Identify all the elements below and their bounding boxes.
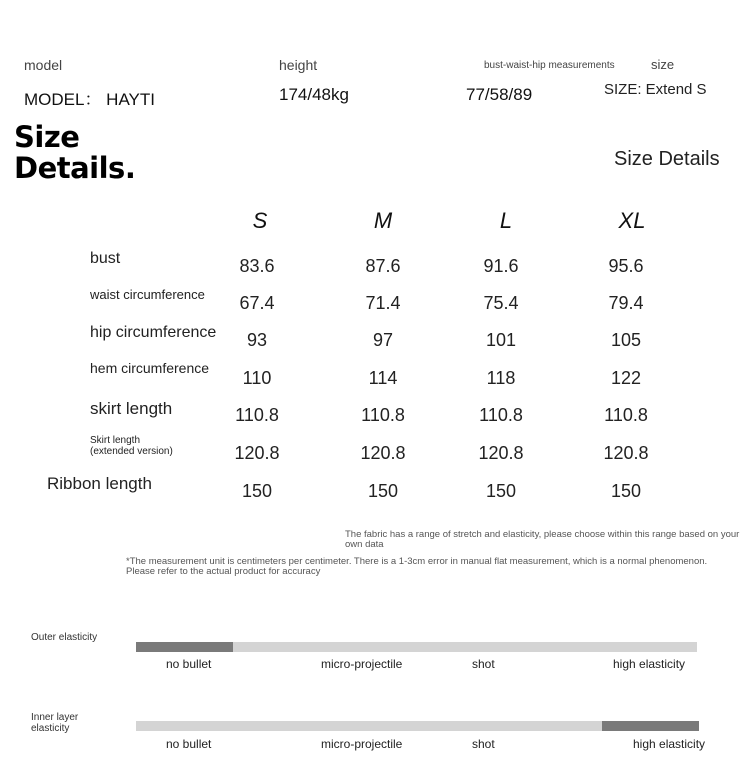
- measurement-note: *The measurement unit is centimeters per centimeter. There is a 1-3cm error in manual flat measurement, which is a normal phenomenon. Please refer to the actual product for accuracy: [126, 556, 708, 577]
- table-cell: 120.8: [478, 443, 524, 463]
- scale-tick-label: high elasticity: [633, 737, 706, 751]
- row-label-text: Skirt length: [90, 435, 141, 446]
- page-title-line1: Size: [14, 120, 80, 154]
- table-cell: 110: [242, 368, 272, 388]
- scale-tick-label: high elasticity: [613, 657, 686, 671]
- table-cell: 95.6: [608, 256, 644, 276]
- scale-tick-label: no bullet: [166, 657, 212, 671]
- table-cell: 150: [485, 481, 517, 501]
- column-header-xl: XL: [618, 208, 646, 233]
- column-header-m: M: [373, 208, 393, 233]
- page-title-line2: Details.: [14, 151, 136, 185]
- table-cell: 101: [485, 330, 517, 350]
- table-cell: 110.8: [235, 405, 279, 425]
- model-label: model: [24, 57, 63, 73]
- table-cell: 91.6: [483, 256, 519, 276]
- section-title: Size Details: [614, 148, 720, 170]
- inner-elasticity-label: Inner layer elasticity: [31, 712, 79, 734]
- row-label-ribbon-length: Ribbon length: [47, 474, 152, 493]
- model-value: MODEL： HAYTI: [24, 90, 155, 109]
- table-cell: 150: [610, 481, 642, 501]
- table-cell: 150: [241, 481, 273, 501]
- height-label: height: [279, 57, 318, 73]
- table-cell: 118: [486, 368, 516, 388]
- table-cell: 122: [610, 368, 642, 388]
- table-cell: 150: [367, 481, 399, 501]
- table-cell: 120.8: [234, 443, 280, 463]
- size-label: size: [651, 57, 675, 72]
- height-value: 174/48kg: [279, 85, 349, 104]
- row-label-skirt-length: skirt length: [90, 399, 173, 418]
- table-cell: 120.8: [603, 443, 649, 463]
- scale-tick-label: no bullet: [166, 737, 212, 751]
- column-header-s: S: [252, 208, 268, 233]
- table-cell: 87.6: [365, 256, 401, 276]
- outer-elasticity-indicator: [136, 642, 233, 652]
- size-value: SIZE: Extend S: [604, 81, 707, 98]
- table-cell: 110.8: [604, 405, 648, 425]
- table-cell: 120.8: [360, 443, 406, 463]
- row-label-bust: bust: [90, 250, 121, 267]
- table-cell: 79.4: [608, 293, 644, 313]
- table-cell: 110.8: [479, 405, 523, 425]
- row-label-skirt-length-extended: [90, 435, 173, 457]
- table-cell: 114: [368, 368, 398, 388]
- fabric-note: The fabric has a range of stretch and elasticity, please choose within this range based on your own data: [345, 529, 740, 550]
- table-cell: 71.4: [365, 293, 401, 313]
- row-label-hip: hip circumference: [90, 324, 217, 341]
- table-cell: 75.4: [483, 293, 519, 313]
- scale-tick-label: micro-projectile: [321, 737, 403, 751]
- row-label-waist: waist circumference: [90, 287, 205, 302]
- inner-elasticity-indicator: [602, 721, 699, 731]
- table-cell: 83.6: [239, 256, 275, 276]
- table-cell: 110.8: [361, 405, 405, 425]
- page-title: [14, 122, 135, 184]
- outer-elasticity-label: Outer elasticity: [31, 632, 98, 643]
- scale-tick-label: shot: [472, 737, 495, 751]
- scale-tick-label: shot: [472, 657, 495, 671]
- table-cell: 67.4: [239, 293, 275, 313]
- bwh-label: bust-waist-hip measurements: [484, 60, 615, 71]
- scale-tick-label: micro-projectile: [321, 657, 403, 671]
- table-cell: 97: [372, 330, 394, 350]
- table-cell: 105: [610, 330, 642, 350]
- column-header-l: L: [499, 208, 513, 233]
- row-sublabel-text: (extended version): [90, 446, 173, 457]
- table-cell: 93: [246, 330, 268, 350]
- row-label-hem: hem circumference: [90, 360, 210, 376]
- bwh-value: 77/58/89: [466, 85, 533, 104]
